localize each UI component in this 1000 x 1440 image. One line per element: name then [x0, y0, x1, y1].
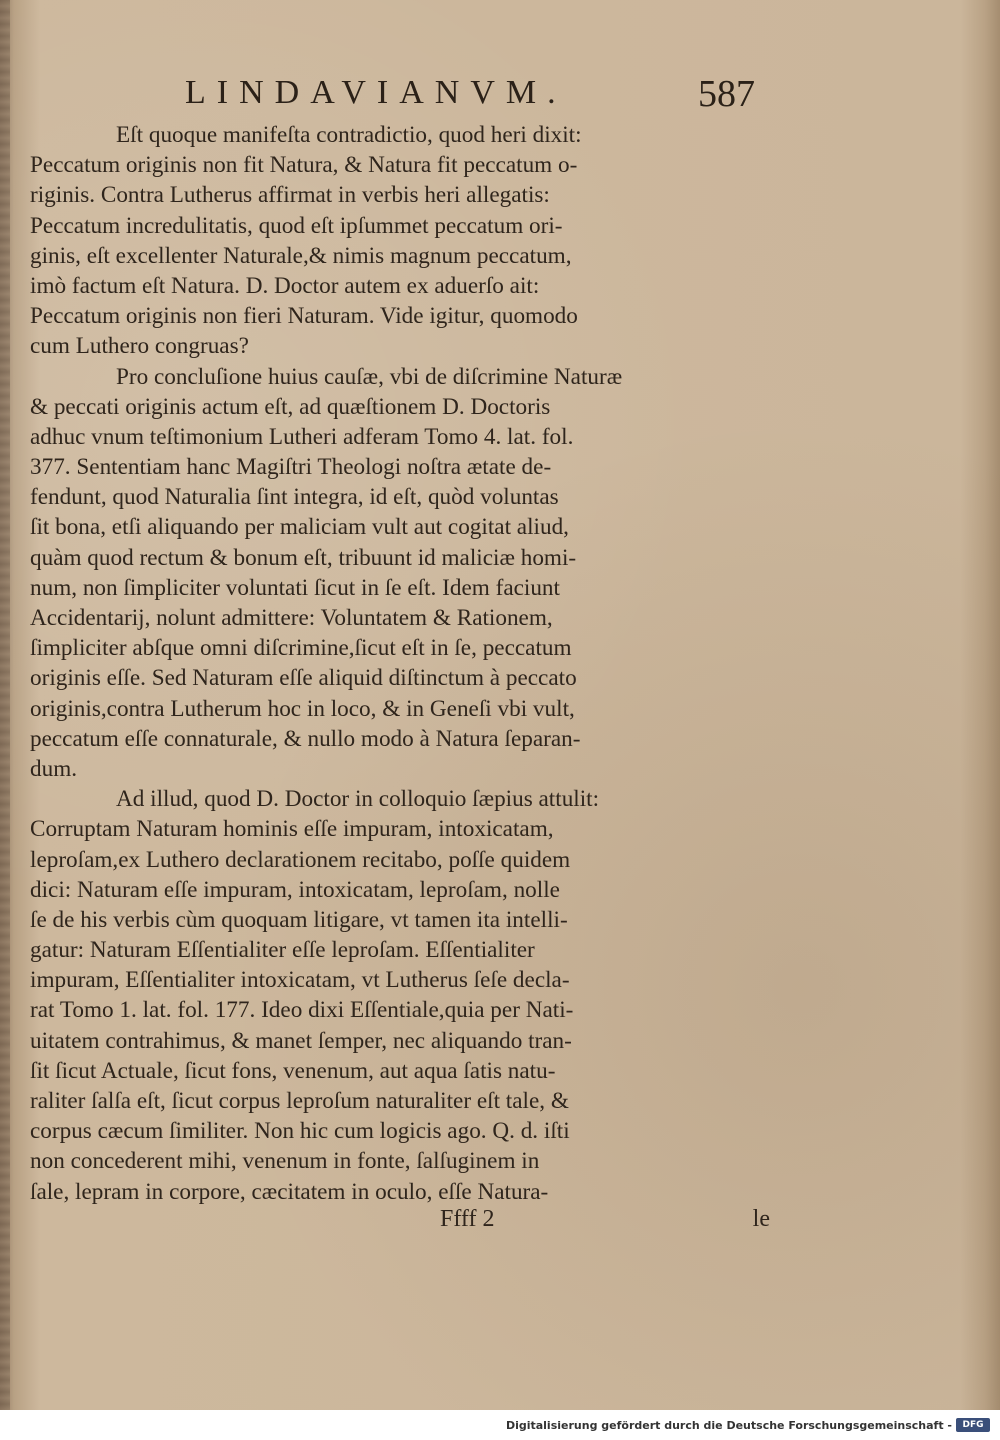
text-line: num, non ſimpliciter voluntati ſicut in ſe eſt. Idem faciunt: [30, 574, 560, 601]
text-line: Peccatum incredulitatis, quod eſt ipſummet peccatum ori-: [30, 212, 563, 239]
text-line: rat Tomo 1. lat. fol. 177. Ideo dixi Eſſentiale,quia per Nati-: [30, 997, 574, 1024]
text-line: Eſt quoque manifeſta contradictio, quod heri dixit:: [116, 122, 582, 148]
text-line: raliter ſalſa eſt, ſicut corpus leproſum naturaliter eſt tale, &: [30, 1088, 569, 1114]
text-line: gatur: Naturam Eſſentialiter eſſe leproſam. Eſſentialiter: [30, 937, 535, 964]
text-line: dici: Naturam eſſe impuram, intoxicatam, leproſam, nolle: [30, 876, 560, 903]
text-line: Corruptam Naturam hominis eſſe impuram, intoxicatam,: [30, 816, 554, 843]
text-line: ſit bona, etſi aliquando per maliciam vult aut cogitat aliud,: [30, 514, 569, 541]
text-line: fendunt, quod Naturalia ſint integra, id eſt, quòd voluntas: [30, 484, 559, 511]
text-line: ſit ſicut Actuale, ſicut fons, venenum, aut aqua ſatis natu-: [30, 1057, 556, 1084]
page-number: 587: [698, 73, 755, 115]
text-line: peccatum eſſe connaturale, & nullo modo à Natura ſeparan-: [30, 725, 581, 752]
text-line: corpus cæcum ſimiliter. Non hic cum logicis ago. Q. d. iſti: [30, 1118, 570, 1145]
text-line: Pro concluſione huius cauſæ, vbi de diſcrimine Naturæ: [116, 363, 623, 390]
page-footer: [30, 1206, 770, 1240]
text-line: Peccatum originis non fieri Naturam. Vide igitur, quomodo: [30, 303, 578, 330]
text-line: impuram, Eſſentialiter intoxicatam, vt Lutherus ſeſe decla-: [30, 967, 570, 994]
text-line: non concederent mihi, venenum in fonte, ſalſuginem in: [30, 1148, 540, 1175]
text-line: cum Luthero congruas?: [30, 333, 249, 360]
text-line: ſe de his verbis cùm quoquam litigare, vt tamen ita intelli-: [30, 906, 568, 933]
text-line: originis,contra Lutherum hoc in loco, & in Geneſi vbi vult,: [30, 695, 575, 722]
running-head-title: LINDAVIANVM.: [185, 74, 567, 111]
text-line: ſimpliciter abſque omni diſcrimine,ſicut eſt in ſe, peccatum: [30, 635, 572, 662]
text-line: 377. Sententiam hanc Magiſtri Theologi noſtra ætate de-: [30, 454, 552, 481]
page-binding-edge: [0, 0, 10, 1410]
text-line: originis eſſe. Sed Naturam eſſe aliquid diſtinctum à peccato: [30, 665, 577, 692]
text-line: quàm quod rectum & bonum eſt, tribuunt id maliciæ homi-: [30, 544, 577, 571]
text-line: dum.: [30, 755, 78, 782]
text-line: Ad illud, quod D. Doctor in colloquio ſæpius attulit:: [116, 786, 600, 813]
text-line: imò factum eſt Natura. D. Doctor autem ex aduerſo ait:: [30, 272, 540, 299]
text-line: adhuc vnum teſtimonium Lutheri adferam Tomo 4. lat. fol.: [30, 423, 574, 450]
text-line: Peccatum originis non fit Natura, & Natura fit peccatum o-: [30, 152, 578, 179]
running-head: [185, 73, 755, 124]
credit-text: Digitalisierung gefördert durch die Deutsche Forschungsgemeinschaft -: [505, 1419, 952, 1432]
text-line: riginis. Contra Lutherus affirmat in verbis heri allegatis:: [30, 182, 550, 209]
text-line: & peccati originis actum eſt, ad quæſtionem D. Doctoris: [30, 393, 551, 420]
text-line: leproſam,ex Luthero declarationem recitabo, poſſe quidem: [30, 846, 571, 873]
dfg-logo-icon: DFG: [956, 1418, 990, 1432]
catchword: le: [752, 1206, 770, 1232]
text-line: ginis, eſt excellenter Naturale,& nimis magnum peccatum,: [30, 242, 572, 269]
text-line: uitatem contrahimus, & manet ſemper, nec aliquando tran-: [30, 1027, 572, 1054]
printer-signature: Ffff 2: [440, 1206, 495, 1232]
text-line: ſale, lepram in corpore, cæcitatem in oculo, eſſe Natura-: [30, 1178, 549, 1205]
digitization-credit-bar: [0, 1410, 1000, 1440]
body-text: [30, 120, 770, 1207]
text-line: Accidentarij, nolunt admittere: Voluntatem & Rationem,: [30, 605, 553, 631]
